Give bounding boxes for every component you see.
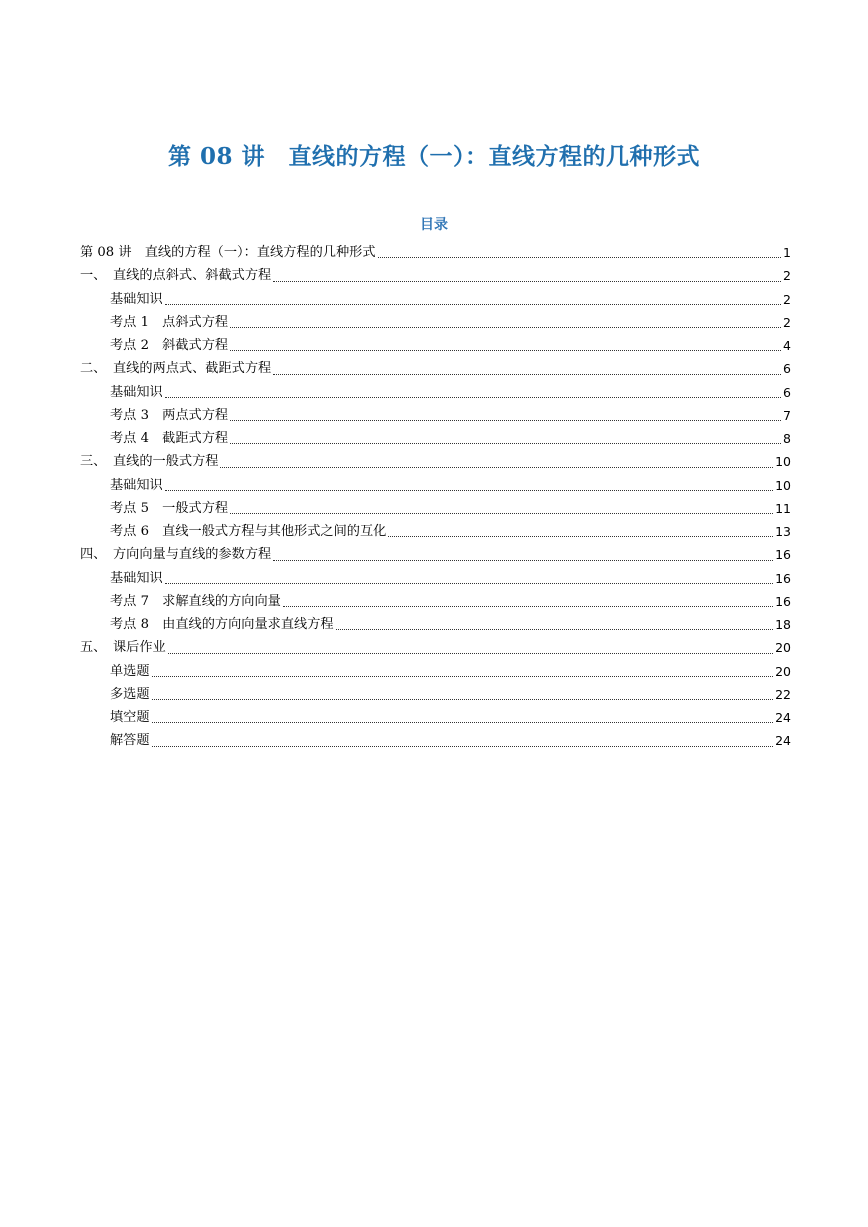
toc-entry-page-number: 10: [775, 477, 791, 493]
toc-entry[interactable]: [80, 288, 791, 311]
toc-entry[interactable]: [80, 241, 791, 264]
toc-dot-leader: [230, 350, 781, 351]
toc-dot-leader: [152, 699, 774, 700]
toc-entry-page-number: 8: [783, 431, 791, 446]
toc-entry[interactable]: [80, 381, 791, 404]
toc-dot-leader: [165, 304, 781, 305]
toc-dot-leader: [230, 327, 781, 328]
toc-entry-label: 基础知识: [110, 570, 163, 586]
table-of-contents: [80, 241, 791, 753]
toc-dot-leader: [165, 490, 773, 491]
toc-entry-page-number: 10: [775, 454, 791, 470]
toc-entry[interactable]: [80, 706, 791, 729]
toc-entry-label: 单选题: [110, 663, 150, 679]
toc-entry[interactable]: [80, 264, 791, 287]
toc-entry-label: 五、 课后作业: [80, 640, 166, 656]
toc-entry[interactable]: [80, 683, 791, 706]
toc-entry-page-number: 11: [775, 500, 791, 516]
toc-entry-label: 一、 直线的点斜式、斜截式方程: [80, 268, 272, 284]
toc-entry[interactable]: [80, 613, 791, 636]
toc-entry-page-number: 2: [783, 314, 791, 330]
toc-entry[interactable]: [80, 636, 791, 659]
toc-entry-label: 考点 6 直线一般式方程与其他形式之间的互化: [110, 524, 387, 539]
toc-dot-leader: [273, 281, 781, 282]
toc-entry[interactable]: [80, 427, 791, 450]
toc-entry-label: 基础知识: [110, 291, 163, 307]
toc-dot-leader: [378, 257, 782, 258]
toc-entry-page-number: 18: [775, 617, 791, 632]
toc-entry[interactable]: [80, 357, 791, 380]
toc-entry[interactable]: [80, 567, 791, 590]
toc-entry-label: 考点 3 两点式方程: [110, 407, 229, 423]
toc-entry[interactable]: [80, 334, 791, 357]
toc-entry-page-number: 24: [775, 710, 791, 725]
toc-entry-page-number: 16: [775, 593, 791, 609]
toc-dot-leader: [230, 513, 773, 514]
toc-dot-leader: [220, 467, 773, 468]
toc-entry-page-number: 2: [783, 268, 791, 284]
toc-entry[interactable]: [80, 450, 791, 473]
toc-entry-page-number: 16: [775, 570, 791, 586]
toc-entry-page-number: 6: [783, 361, 791, 377]
toc-dot-leader: [165, 397, 781, 398]
toc-entry-label: 考点 1 点斜式方程: [110, 314, 229, 330]
toc-entry-label: 二、 直线的两点式、截距式方程: [80, 361, 272, 377]
toc-entry-label: 填空题: [110, 710, 150, 725]
toc-entry-page-number: 13: [775, 524, 791, 539]
toc-entry-page-number: 20: [775, 640, 791, 656]
toc-entry[interactable]: [80, 497, 791, 520]
toc-dot-leader: [152, 722, 774, 723]
toc-entry-page-number: 1: [783, 245, 791, 260]
toc-entry[interactable]: [80, 520, 791, 543]
toc-entry-label: 考点 4 截距式方程: [110, 431, 229, 446]
toc-dot-leader: [273, 560, 773, 561]
toc-entry-page-number: 4: [783, 338, 791, 353]
toc-entry-page-number: 16: [775, 547, 791, 563]
toc-dot-leader: [152, 746, 774, 747]
toc-entry-label: 考点 5 一般式方程: [110, 500, 229, 516]
toc-entry[interactable]: [80, 590, 791, 613]
toc-entry-label: 第 08 讲 直线的方程（一）：直线方程的几种形式: [80, 245, 376, 260]
toc-dot-leader: [230, 420, 781, 421]
toc-entry-page-number: 2: [783, 291, 791, 307]
toc-entry-page-number: 6: [783, 384, 791, 400]
toc-entry-label: 多选题: [110, 686, 150, 702]
toc-entry[interactable]: [80, 729, 791, 752]
toc-entry[interactable]: [80, 660, 791, 683]
toc-entry-page-number: 7: [783, 407, 791, 423]
toc-dot-leader: [273, 374, 781, 375]
toc-heading: 目录: [420, 217, 448, 233]
toc-dot-leader: [283, 606, 773, 607]
toc-entry-label: 四、 方向向量与直线的参数方程: [80, 547, 272, 563]
toc-entry-page-number: 24: [775, 733, 791, 749]
toc-entry[interactable]: [80, 404, 791, 427]
toc-entry-page-number: 20: [775, 663, 791, 679]
toc-dot-leader: [388, 536, 773, 537]
toc-entry-label: 解答题: [110, 733, 150, 749]
toc-entry-label: 基础知识: [110, 477, 163, 493]
toc-dot-leader: [165, 583, 773, 584]
toc-entry[interactable]: [80, 543, 791, 566]
toc-entry-label: 考点 7 求解直线的方向向量: [110, 593, 281, 609]
toc-entry-page-number: 22: [775, 686, 791, 702]
toc-entry[interactable]: [80, 311, 791, 334]
toc-dot-leader: [152, 676, 774, 677]
toc-entry-label: 基础知识: [110, 384, 163, 400]
toc-entry-label: 考点 2 斜截式方程: [110, 338, 229, 353]
toc-entry-label: 三、 直线的一般式方程: [80, 454, 219, 470]
toc-dot-leader: [230, 443, 781, 444]
toc-entry-label: 考点 8 由直线的方向向量求直线方程: [110, 617, 334, 632]
toc-entry[interactable]: [80, 474, 791, 497]
toc-dot-leader: [168, 653, 773, 654]
toc-dot-leader: [336, 629, 774, 630]
document-title: 第 08 讲 直线的方程（一）：直线方程的几种形式: [167, 143, 701, 170]
